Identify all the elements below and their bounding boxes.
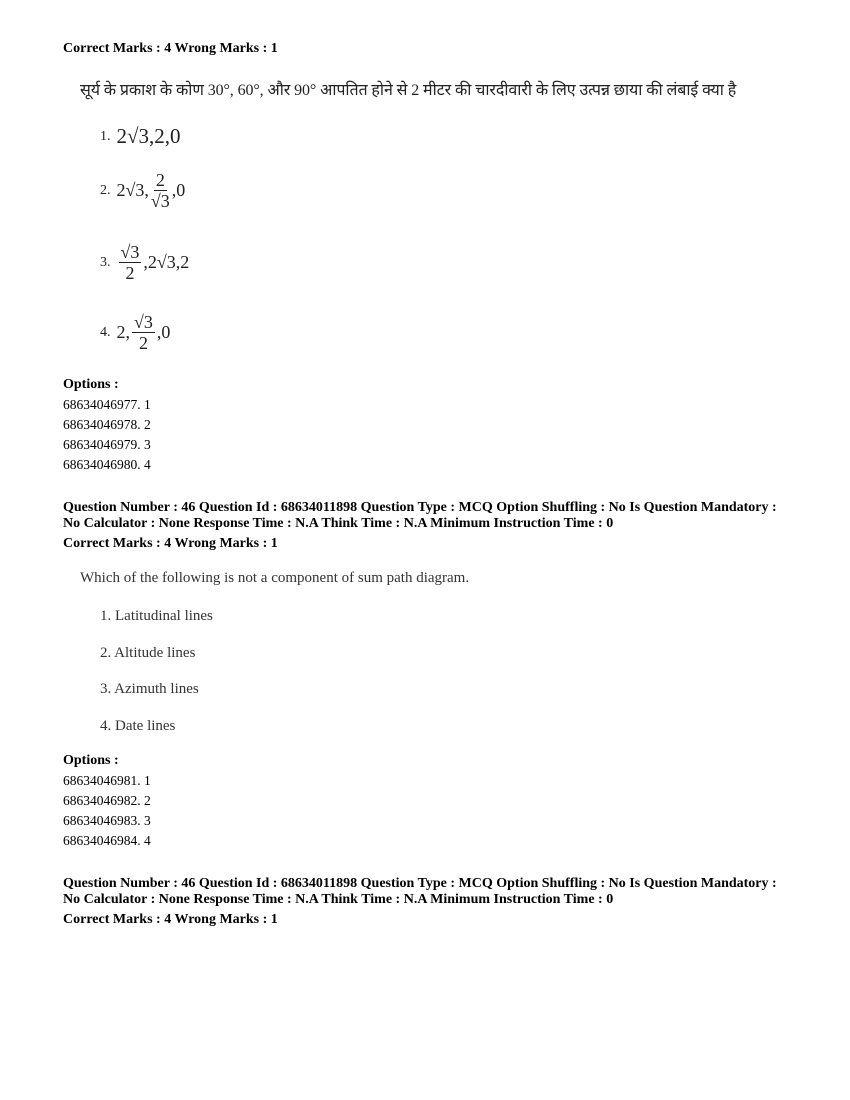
question-header-line1: Question Number : 46 Question Id : 68634011898 Question Type : MCQ Option Shuffling : No Is Question Mandatory : <box>63 500 777 515</box>
options-list <box>63 395 151 475</box>
correct-marks-label: Correct Marks : 4 Wrong Marks : 1 <box>63 41 278 56</box>
denominator: √3 <box>150 191 170 211</box>
numerator: √3 <box>120 242 140 262</box>
choice-3: 3. Azimuth lines <box>100 681 199 697</box>
option-line: 68634046982. 2 <box>63 793 151 808</box>
option-line: 68634046980. 4 <box>63 457 151 472</box>
option-line: 68634046977. 1 <box>63 397 151 412</box>
choice-1 <box>100 124 181 149</box>
choice-value-post: ,0 <box>171 180 186 200</box>
choice-4 <box>100 312 170 353</box>
option-line: 68634046981. 1 <box>63 773 151 788</box>
option-line: 68634046984. 4 <box>63 833 151 848</box>
question-header-line2: No Calculator : None Response Time : N.A Think Time : N.A Minimum Instruction Time : 0 <box>63 516 614 531</box>
choice-2 <box>100 170 185 211</box>
choice-value-post: ,0 <box>156 322 171 342</box>
numerator: √3 <box>134 312 153 332</box>
choice-2: 2. Altitude lines <box>100 645 196 661</box>
options-title: Options : <box>63 377 119 392</box>
choice-value-post: ,2√3,2 <box>143 252 190 272</box>
fraction <box>119 242 142 283</box>
choice-number: 3. <box>100 254 111 270</box>
choice-value-pre: 2√3, <box>116 180 149 200</box>
options-title: Options : <box>63 753 119 768</box>
numerator: 2 <box>155 170 165 190</box>
correct-marks-label: Correct Marks : 4 Wrong Marks : 1 <box>63 912 278 927</box>
denominator: 2 <box>138 333 148 353</box>
question-text-hindi: सूर्य के प्रकाश के कोण 30°, 60°, और 90° आपतित होने से 2 मीटर की चारदीवारी के लिए उत्पन्न छाया की लंबाई क्या है <box>80 82 737 99</box>
fraction <box>151 170 170 211</box>
correct-marks-label: Correct Marks : 4 Wrong Marks : 1 <box>63 536 278 551</box>
option-line: 68634046979. 3 <box>63 437 151 452</box>
choice-3 <box>100 242 189 283</box>
question-header-line2: No Calculator : None Response Time : N.A Think Time : N.A Minimum Instruction Time : 0 <box>63 892 614 907</box>
choice-1: 1. Latitudinal lines <box>100 608 213 624</box>
option-line: 68634046983. 3 <box>63 813 151 828</box>
choice-value: 2√3,2,0 <box>116 124 181 148</box>
choice-number: 2. <box>100 182 111 198</box>
choice-number: 1. <box>100 128 111 144</box>
fraction <box>132 312 155 353</box>
option-line: 68634046978. 2 <box>63 417 151 432</box>
choice-value-pre: 2, <box>116 322 130 342</box>
choice-4: 4. Date lines <box>100 718 176 734</box>
denominator: 2 <box>125 263 135 283</box>
options-list <box>63 771 151 851</box>
question-text: Which of the following is not a component of sum path diagram. <box>80 570 470 586</box>
question-header-line1: Question Number : 46 Question Id : 68634011898 Question Type : MCQ Option Shuffling : No Is Question Mandatory : <box>63 876 777 891</box>
choice-number: 4. <box>100 324 111 340</box>
